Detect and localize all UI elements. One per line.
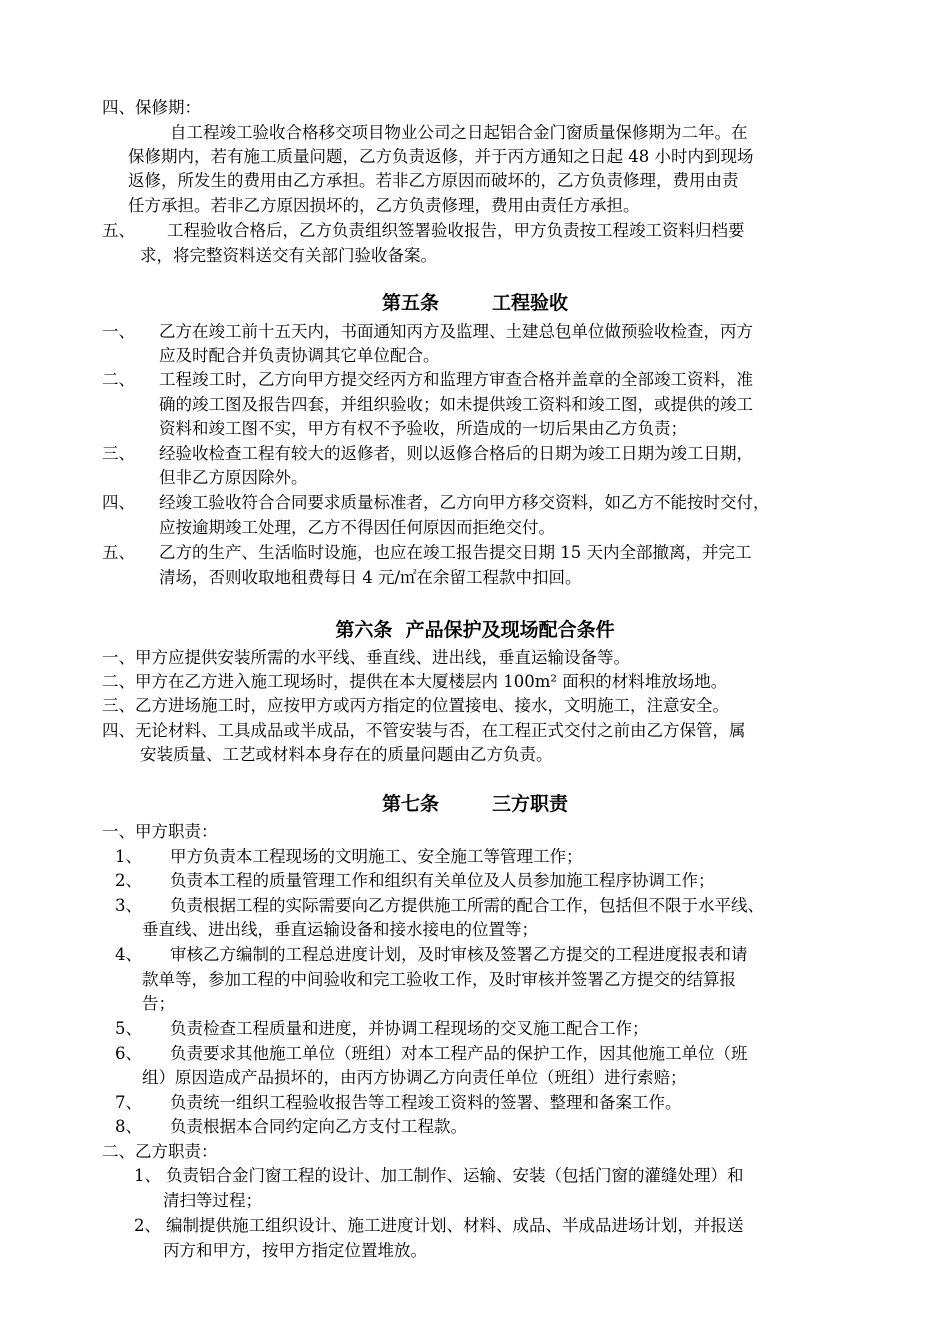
item-number: 3、 (115, 896, 142, 915)
item-text-line: 审核乙方编制的工程总进度计划，及时审核及签署乙方提交的工程进度报表和请 (170, 945, 748, 964)
item-number: 四、 (102, 493, 135, 512)
item-number: 4、 (115, 945, 142, 964)
item-number: 2、 (134, 1216, 161, 1235)
item-text-line: 乙方在竣工前十五天内，书面通知丙方及监理、土建总包单位做预验收检查，丙方 (159, 322, 753, 341)
item-number: 五、 (102, 221, 135, 240)
item-number: 二、 (102, 370, 135, 389)
warranty-heading: 四、保修期： (102, 98, 201, 117)
item-number: 5、 (115, 1019, 142, 1038)
item-text-line: 垂直线、进出线，垂直运输设备和接水接电的位置等； (142, 920, 538, 939)
warranty-paragraph-line: 保修期内，若有施工质量问题，乙方负责返修，并于丙方通知之日起 48 小时内到现场 (128, 147, 754, 166)
item-text-line: 清扫等过程； (163, 1191, 262, 1210)
warranty-paragraph-line: 任方承担。若非乙方原因损坏的，乙方负责修理，费用由责任方承担。 (128, 196, 640, 215)
item-number: 7、 (115, 1093, 142, 1112)
item-text-line: 二、甲方在乙方进入施工现场时，提供在本大厦楼层内 100m² 面积的材料堆放场地。 (102, 672, 728, 691)
article-7-title: 第七条 三方职责 (382, 793, 568, 815)
item-text-line: 经验收检查工程有较大的返修者，则以返修合格后的日期为竣工日期为竣工日期， (159, 444, 753, 463)
item-text-line: 应及时配合并负责协调其它单位配合。 (159, 346, 440, 365)
item-text-line: 丙方和甲方，按甲方指定位置堆放。 (163, 1241, 427, 1260)
item-text-line: 安装质量、工艺或材料本身存在的质量问题由乙方负责。 (140, 745, 553, 764)
item-number: 五、 (102, 543, 135, 562)
item-text-line: 求，将完整资料送交有关部门验收备案。 (140, 246, 437, 265)
item-number: 2、 (115, 871, 142, 890)
item-text-line: 款单等，参加工程的中间验收和完工验收工作，及时审核并签署乙方提交的结算报 (142, 970, 736, 989)
warranty-paragraph-line: 自工程竣工验收合格移交项目物业公司之日起铝合金门窗质量保修期为二年。在 (170, 123, 748, 142)
warranty-paragraph-line: 返修，所发生的费用由乙方承担。若非乙方原因而破坏的，乙方负责修理，费用由责 (128, 171, 739, 190)
item-text-line: 清场，否则收取地租费每日 4 元/㎡在余留工程款中扣回。 (159, 568, 582, 587)
item-number: 8、 (115, 1117, 142, 1136)
item-number: 6、 (115, 1044, 142, 1063)
item-text-line: 应按逾期竣工处理，乙方不得因任何原因而拒绝交付。 (159, 518, 555, 537)
party-b-heading: 二、乙方职责： (102, 1142, 218, 1161)
item-text-line: 负责统一组织工程验收报告等工程竣工资料的签署、整理和备案工作。 (170, 1093, 682, 1112)
item-text-line: 负责要求其他施工单位（班组）对本工程产品的保护工作，因其他施工单位（班 (170, 1044, 748, 1063)
item-text-line: 工程竣工时，乙方向甲方提交经丙方和监理方审查合格并盖章的全部竣工资料，准 (159, 370, 753, 389)
item-number: 三、 (102, 444, 135, 463)
item-text-line: 负责本工程的质量管理工作和组织有关单位及人员参加施工程序协调工作； (170, 871, 715, 890)
item-text-line: 经竣工验收符合合同要求质量标准者，乙方向甲方移交资料，如乙方不能按时交付， (159, 493, 770, 512)
article-6-title: 第六条 产品保护及现场配合条件 (335, 619, 615, 641)
item-text-line: 确的竣工图及报告四套，并组织验收；如未提供竣工资料和竣工图，或提供的竣工 (159, 395, 753, 414)
item-text-line: 资料和竣工图不实，甲方有权不予验收，所造成的一切后果由乙方负责； (159, 419, 687, 438)
item-text-line: 编制提供施工组织设计、施工进度计划、材料、成品、半成品进场计划，并报送 (166, 1216, 744, 1235)
item-text-line: 负责检查工程质量和进度，并协调工程现场的交叉施工配合工作； (170, 1019, 649, 1038)
item-text-line: 负责铝合金门窗工程的设计、加工制作、运输、安装（包括门窗的灌缝处理）和 (166, 1166, 744, 1185)
item-number: 1、 (134, 1166, 161, 1185)
item-text-line: 甲方负责本工程现场的文明施工、安全施工等管理工作； (170, 847, 583, 866)
item-number: 一、 (102, 322, 135, 341)
item-number: 1、 (115, 847, 142, 866)
item-text-line: 组）原因造成产品损坏的，由丙方协调乙方向责任单位（班组）进行索赔； (142, 1068, 687, 1087)
item-text-line: 负责根据工程的实际需要向乙方提供施工所需的配合工作，包括但不限于水平线、 (170, 896, 764, 915)
item-text-line: 三、乙方进场施工时，应按甲方或丙方指定的位置接电、接水，文明施工，注意安全。 (102, 696, 729, 715)
item-text-line: 告； (142, 994, 175, 1013)
party-a-heading: 一、甲方职责： (102, 822, 218, 841)
item-text-line: 一、甲方应提供安装所需的水平线、垂直线、进出线，垂直运输设备等。 (102, 648, 630, 667)
article-5-title: 第五条 工程验收 (382, 292, 568, 314)
item-text-line: 四、无论材料、工具成品或半成品，不管安装与否，在工程正式交付之前由乙方保管，属 (102, 721, 746, 740)
item-text-line: 工程验收合格后，乙方负责组织签署验收报告，甲方负责按工程竣工资料归档要 (167, 221, 745, 240)
item-text-line: 乙方的生产、生活临时设施，也应在竣工报告提交日期 15 天内全部撤离，并完工 (159, 543, 752, 562)
item-text-line: 但非乙方原因除外。 (159, 468, 308, 487)
item-text-line: 负责根据本合同约定向乙方支付工程款。 (170, 1117, 467, 1136)
